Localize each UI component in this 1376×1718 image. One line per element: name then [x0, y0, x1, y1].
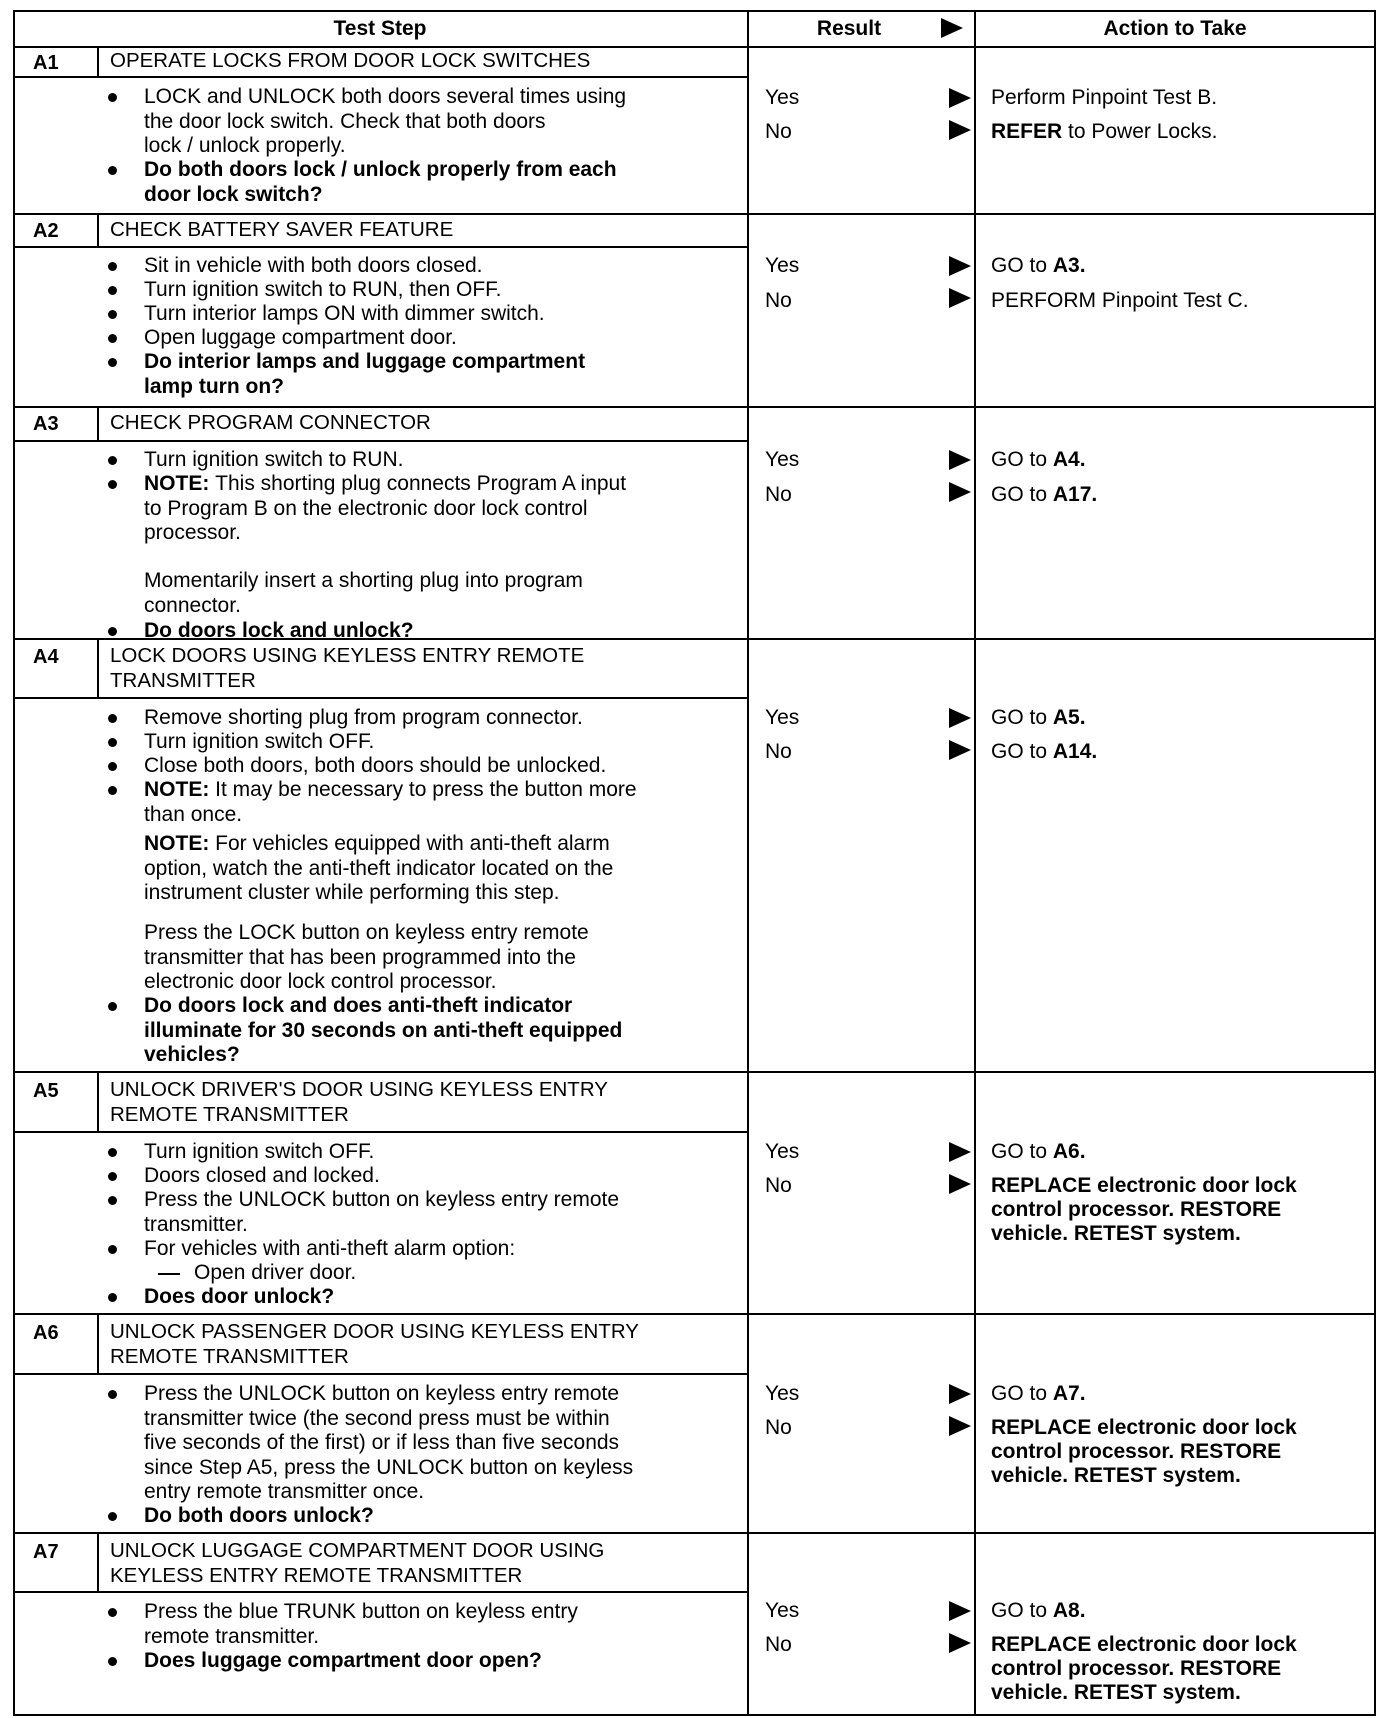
- text-line: Do both doors unlock?: [144, 1504, 374, 1527]
- title-line: CHECK BATTERY SAVER FEATURE: [110, 218, 454, 241]
- text-line: than once.: [144, 802, 243, 826]
- rule: [13, 1532, 1376, 1534]
- text-line: instrument cluster while performing this step.: [144, 881, 560, 904]
- action-target: A6.: [1052, 1140, 1086, 1163]
- text-line: Turn ignition switch to RUN, then OFF.: [144, 278, 502, 301]
- bullet-icon: [108, 262, 117, 271]
- text-line: Momentarily insert a shorting plug into program: [144, 569, 583, 592]
- dash-icon: [158, 1273, 180, 1275]
- bullet-item: [144, 278, 502, 303]
- bullet-icon: [108, 627, 117, 636]
- title-line: UNLOCK DRIVER'S DOOR USING KEYLESS ENTRY: [110, 1078, 608, 1101]
- action-no: [991, 740, 1097, 764]
- arrow-right-icon: [949, 1384, 971, 1404]
- rule: [13, 1591, 749, 1593]
- rule: [13, 406, 1376, 408]
- action-yes: [991, 448, 1086, 472]
- action-no: [991, 1633, 1297, 1705]
- bullet-icon: [108, 1002, 117, 1011]
- rule: [13, 697, 749, 699]
- rule: [13, 1131, 749, 1133]
- note-paragraph: [144, 832, 613, 906]
- text-line: Press the LOCK button on keyless entry remote: [144, 921, 589, 944]
- bullet-question: [144, 1504, 374, 1529]
- text-line: Sit in vehicle with both doors closed.: [144, 254, 483, 277]
- text-line: Press the UNLOCK button on keyless entry remote: [144, 1188, 620, 1211]
- text-line: processor.: [144, 521, 241, 544]
- result-yes: Yes: [765, 254, 800, 277]
- step-id: A7: [33, 1541, 59, 1563]
- bullet-item: [144, 85, 626, 159]
- rule: [97, 638, 99, 699]
- step-title: [110, 411, 431, 436]
- text-line: Does door unlock?: [144, 1285, 335, 1308]
- dash-item: [194, 1261, 356, 1286]
- text-line: [144, 832, 613, 857]
- bullet-question: [144, 158, 617, 207]
- bullet-icon: [108, 456, 117, 465]
- text-line: connector.: [144, 593, 241, 617]
- result-no: No: [765, 1174, 792, 1197]
- action-target: A14.: [1052, 740, 1098, 763]
- bullet-icon: [108, 1512, 117, 1521]
- rule: [13, 46, 1376, 48]
- note-label: NOTE:: [144, 778, 216, 801]
- text-line: Open driver door.: [194, 1261, 357, 1284]
- title-line: UNLOCK LUGGAGE COMPARTMENT DOOR USING: [110, 1539, 605, 1562]
- text-line: option, watch the anti-theft indicator located on the: [144, 856, 614, 880]
- arrow-right-icon: [949, 450, 971, 470]
- arrow-right-icon: [949, 1174, 971, 1194]
- arrow-right-icon: [949, 256, 971, 276]
- arrow-right-icon: [949, 1416, 971, 1436]
- bullet-icon: [108, 1196, 117, 1205]
- bullet-item: [144, 254, 483, 279]
- title-line: CHECK PROGRAM CONNECTOR: [110, 411, 431, 434]
- step-id: A4: [33, 646, 59, 668]
- step-title: [110, 1078, 608, 1127]
- title-line: LOCK DOORS USING KEYLESS ENTRY REMOTE: [110, 644, 585, 667]
- header-test-step: Test Step: [333, 17, 427, 40]
- bullet-question: [144, 1285, 334, 1310]
- result-no: No: [765, 1633, 792, 1656]
- bullet-item: [144, 706, 583, 731]
- action-text: GO to: [991, 448, 1053, 471]
- text-line: control processor. RESTORE: [991, 1198, 1282, 1221]
- text-line: Do both doors lock / unlock properly from each: [144, 158, 617, 181]
- bullet-icon: [108, 358, 117, 367]
- bullet-question: [144, 1649, 542, 1674]
- rule: [97, 46, 99, 78]
- action-no: [991, 1416, 1297, 1488]
- bullet-question: [144, 350, 585, 399]
- step-id: A1: [33, 52, 59, 74]
- bullet-item: [144, 730, 374, 755]
- action-verb: PERFORM: [991, 289, 1102, 312]
- bullet-question: [144, 994, 622, 1068]
- result-yes: Yes: [765, 448, 800, 471]
- action-text: GO to: [991, 1382, 1053, 1405]
- text-line: Press the blue TRUNK button on keyless entry: [144, 1600, 578, 1623]
- step-title: [110, 644, 584, 693]
- action-yes: [991, 706, 1086, 730]
- text-line: Does luggage compartment door open?: [144, 1649, 542, 1672]
- rule: [13, 440, 749, 442]
- result-no: No: [765, 1416, 792, 1439]
- bullet-item: [144, 302, 545, 327]
- step-title: [110, 218, 453, 243]
- arrow-right-icon: [949, 1142, 971, 1162]
- text-line: REPLACE electronic door lock: [991, 1416, 1297, 1439]
- action-target: A4.: [1052, 448, 1086, 471]
- bullet-icon: [108, 762, 117, 771]
- rule: [974, 10, 976, 1716]
- result-yes: Yes: [765, 86, 800, 109]
- rule: [13, 1313, 1376, 1315]
- result-yes: Yes: [765, 1382, 800, 1405]
- rule: [13, 246, 749, 248]
- arrow-right-icon: [941, 18, 963, 38]
- action-yes: [991, 254, 1086, 278]
- header-result: Result: [816, 17, 882, 40]
- rule: [13, 1373, 749, 1375]
- bullet-item: [144, 1164, 380, 1189]
- action-yes: [991, 1599, 1086, 1623]
- text-line: Press the UNLOCK button on keyless entry remote: [144, 1382, 620, 1405]
- bullet-icon: [108, 1657, 117, 1666]
- bullet-item: [144, 1188, 619, 1237]
- step-title: [110, 1539, 604, 1588]
- text-line: five seconds of the first) or if less than five seconds: [144, 1431, 620, 1454]
- step-id: A6: [33, 1322, 59, 1344]
- text-line: Do doors lock and does anti-theft indicator: [144, 994, 573, 1017]
- arrow-right-icon: [949, 708, 971, 728]
- text-line: Turn ignition switch to RUN.: [144, 448, 404, 471]
- rule: [747, 10, 749, 1716]
- text-line: control processor. RESTORE: [991, 1657, 1282, 1680]
- rule: [97, 406, 99, 442]
- text-line: vehicle. RETEST system.: [991, 1222, 1241, 1245]
- text-line: Do interior lamps and luggage compartment: [144, 350, 586, 373]
- rule: [97, 1071, 99, 1133]
- note-text: For vehicles equipped with anti-theft alarm: [215, 832, 610, 855]
- header-action: Action to Take: [1103, 17, 1247, 40]
- bullet-icon: [108, 1293, 117, 1302]
- text-line: lock / unlock properly.: [144, 134, 346, 157]
- arrow-right-icon: [949, 1601, 971, 1621]
- text-line: Turn interior lamps ON with dimmer switch.: [144, 302, 545, 325]
- note-text: This shorting plug connects Program A input: [215, 472, 627, 495]
- text-line: REPLACE electronic door lock: [991, 1174, 1297, 1197]
- bullet-item: [144, 778, 637, 827]
- bullet-question: [144, 619, 414, 644]
- bullet-icon: [108, 480, 117, 489]
- result-no: No: [765, 289, 792, 312]
- action-no: [991, 289, 1249, 313]
- title-line: UNLOCK PASSENGER DOOR USING KEYLESS ENTRY: [110, 1320, 639, 1343]
- text-line: vehicle. RETEST system.: [991, 1681, 1241, 1704]
- action-text: Pinpoint Test C.: [1101, 289, 1249, 312]
- text-line: transmitter twice (the second press must be within: [144, 1406, 610, 1430]
- paragraph: [144, 569, 583, 618]
- step-id: A5: [33, 1080, 59, 1102]
- step-id: A3: [33, 413, 59, 435]
- text-line: illuminate for 30 seconds on anti-theft equipped: [144, 1018, 623, 1042]
- bullet-item: [144, 326, 457, 351]
- action-text: GO to: [991, 483, 1053, 506]
- action-text: GO to: [991, 1599, 1053, 1622]
- step-title: [110, 1320, 639, 1369]
- action-target: A3.: [1052, 254, 1086, 277]
- bullet-item: [144, 1600, 578, 1649]
- action-text: GO to: [991, 1140, 1053, 1163]
- action-yes: Perform Pinpoint Test B.: [991, 86, 1218, 109]
- text-line: Close both doors, both doors should be unlocked.: [144, 754, 607, 777]
- bullet-icon: [108, 714, 117, 723]
- rule: [13, 10, 15, 1716]
- text-line: Remove shorting plug from program connector.: [144, 706, 583, 729]
- action-target: A7.: [1052, 1382, 1086, 1405]
- bullet-item: [144, 472, 626, 546]
- rule: [13, 1714, 1376, 1716]
- arrow-right-icon: [949, 88, 971, 108]
- text-line: lamp turn on?: [144, 374, 284, 398]
- action-text: GO to: [991, 254, 1053, 277]
- text-line: transmitter.: [144, 1212, 248, 1236]
- text-line: vehicles?: [144, 1043, 240, 1066]
- text-line: Open luggage compartment door.: [144, 326, 457, 349]
- text-line: For vehicles with anti-theft alarm option:: [144, 1237, 516, 1260]
- result-no: No: [765, 740, 792, 763]
- note-label: NOTE:: [144, 472, 216, 495]
- rule: [97, 1313, 99, 1375]
- text-line: the door lock switch. Check that both doors: [144, 109, 546, 133]
- paragraph: [144, 921, 589, 995]
- bullet-item: [144, 1140, 374, 1165]
- bullet-icon: [108, 738, 117, 747]
- rule: [13, 76, 749, 78]
- result-yes: Yes: [765, 1140, 800, 1163]
- title-line: TRANSMITTER: [110, 668, 256, 692]
- text-line: remote transmitter.: [144, 1624, 320, 1648]
- arrow-right-icon: [949, 288, 971, 308]
- arrow-right-icon: [949, 740, 971, 760]
- text-line: to Program B on the electronic door lock control: [144, 496, 588, 520]
- bullet-icon: [108, 166, 117, 175]
- bullet-icon: [108, 1608, 117, 1617]
- action-no: [991, 120, 1217, 144]
- note-text: It may be necessary to press the button more: [215, 778, 637, 801]
- text-line: REPLACE electronic door lock: [991, 1633, 1297, 1656]
- action-verb: REFER: [991, 120, 1063, 143]
- action-text: GO to: [991, 740, 1053, 763]
- bullet-icon: [108, 1245, 117, 1254]
- text-line: transmitter that has been programmed into the: [144, 945, 576, 969]
- rule: [13, 1071, 1376, 1073]
- action-no: [991, 1174, 1297, 1246]
- note-label: NOTE:: [144, 832, 216, 855]
- action-target: A8.: [1052, 1599, 1086, 1622]
- text-line: Turn ignition switch OFF.: [144, 1140, 375, 1163]
- result-yes: Yes: [765, 1599, 800, 1622]
- text-line: LOCK and UNLOCK both doors several times using: [144, 85, 627, 108]
- bullet-icon: [108, 1390, 117, 1399]
- result-no: No: [765, 120, 792, 143]
- bullet-icon: [108, 310, 117, 319]
- result-no: No: [765, 483, 792, 506]
- action-text: GO to: [991, 706, 1053, 729]
- text-line: Doors closed and locked.: [144, 1164, 380, 1187]
- step-id: A2: [33, 220, 59, 242]
- title-line: KEYLESS ENTRY REMOTE TRANSMITTER: [110, 1563, 523, 1587]
- action-yes: [991, 1382, 1086, 1406]
- title-line: REMOTE TRANSMITTER: [110, 1102, 349, 1126]
- bullet-item: [144, 1237, 515, 1262]
- rule: [97, 213, 99, 248]
- action-target: A17.: [1052, 483, 1098, 506]
- diagnostic-table: [13, 10, 1376, 1716]
- step-title: [110, 49, 590, 74]
- rule: [13, 213, 1376, 215]
- bullet-item: [144, 1382, 633, 1505]
- text-line: Do doors lock and unlock?: [144, 619, 414, 642]
- action-yes: [991, 1140, 1086, 1164]
- arrow-right-icon: [949, 1633, 971, 1653]
- text-line: entry remote transmitter once.: [144, 1480, 425, 1503]
- bullet-icon: [108, 334, 117, 343]
- action-target: A5.: [1052, 706, 1086, 729]
- bullet-icon: [108, 1148, 117, 1157]
- text-line: since Step A5, press the UNLOCK button on keyless: [144, 1455, 634, 1479]
- arrow-right-icon: [949, 482, 971, 502]
- bullet-icon: [108, 1172, 117, 1181]
- bullet-item: [144, 754, 606, 779]
- text-line: [144, 472, 626, 497]
- bullet-icon: [108, 786, 117, 795]
- rule: [97, 1532, 99, 1593]
- bullet-icon: [108, 286, 117, 295]
- result-yes: Yes: [765, 706, 800, 729]
- bullet-icon: [108, 93, 117, 102]
- text-line: control processor. RESTORE: [991, 1440, 1282, 1463]
- action-text: to Power Locks.: [1062, 120, 1218, 143]
- text-line: Turn ignition switch OFF.: [144, 730, 375, 753]
- text-line: [144, 778, 637, 803]
- arrow-right-icon: [949, 120, 971, 140]
- title-line: REMOTE TRANSMITTER: [110, 1344, 349, 1368]
- title-line: OPERATE LOCKS FROM DOOR LOCK SWITCHES: [110, 49, 591, 72]
- text-line: vehicle. RETEST system.: [991, 1464, 1241, 1487]
- action-no: [991, 483, 1097, 507]
- bullet-item: [144, 448, 403, 473]
- text-line: door lock switch?: [144, 182, 323, 206]
- text-line: electronic door lock control processor.: [144, 970, 497, 993]
